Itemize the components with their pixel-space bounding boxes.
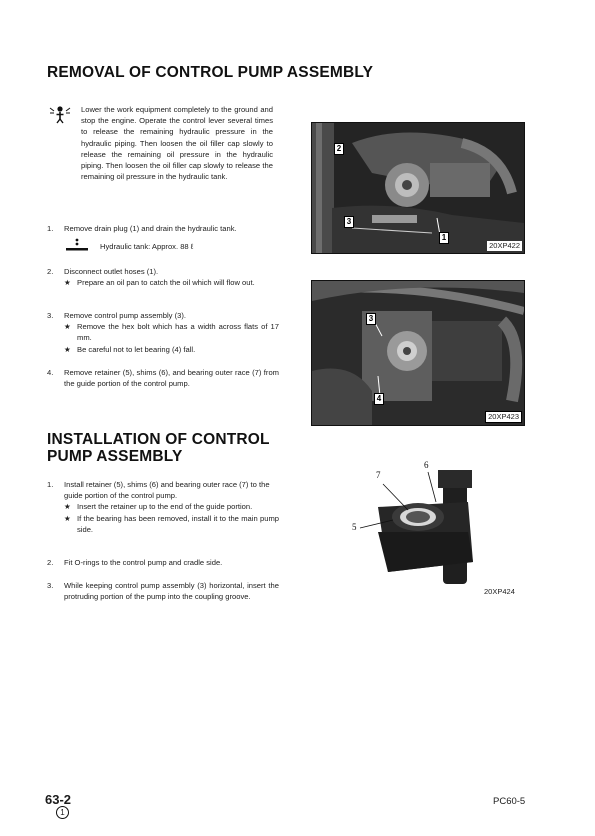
removal-step-1: 1. Remove drain plug (1) and drain the hydraulic tank. xyxy=(47,224,237,233)
photo-20xp424 xyxy=(348,462,528,587)
photo3-callout-6: 6 xyxy=(424,460,429,470)
photo1-callout-2: 2 xyxy=(334,143,344,155)
photo1-callout-1: 1 xyxy=(439,232,449,244)
page-number: 63-2 xyxy=(45,792,72,807)
photo2-id: 20XP423 xyxy=(485,411,522,423)
removal-step-2-note-1: ★ Prepare an oil pan to catch the oil which will flow out. xyxy=(64,278,255,288)
removal-step-3-note-1: ★ Remove the hex bolt which has a width across flats of 17 mm. xyxy=(64,322,279,343)
photo1-callout-3: 3 xyxy=(344,216,354,228)
warning-icon xyxy=(48,104,72,124)
installation-step-1-note-1: ★ Insert the retainer up to the end of the guide portion. xyxy=(64,502,253,512)
removal-step-3-note-2: ★ Be careful not to let bearing (4) fall. xyxy=(64,344,196,354)
photo3-callout-7: 7 xyxy=(376,470,381,480)
photo1-id: 20XP422 xyxy=(489,241,520,250)
retainer-shims-photo xyxy=(348,462,528,587)
removal-step-4: 4. Remove retainer (5), shims (6), and bearing outer race (7) from the guide portion of the control pump. xyxy=(47,368,279,389)
installation-step-3: 3. While keeping control pump assembly (3) horizontal, insert the protruding portion of the pump into the coupling groove. xyxy=(47,581,279,602)
photo3-id: 20XP424 xyxy=(484,587,515,596)
installation-step-1-note-2: ★ If the bearing has been removed, install it to the main pump side. xyxy=(64,513,279,534)
photo-20xp422 xyxy=(311,122,525,254)
photo-20xp423 xyxy=(311,280,525,426)
warning-text: Lower the work equipment completely to the ground and stop the engine. Operate the control lever several times to release the remaining hydraulic pressure in the hydraulic piping. Then loosen the oil filler cap slowly to release the remaining oil pressure in the hydraulic piping. Then loosen the oil filler cap slowly to release the remaining oil pressure in the hydraulic tank. xyxy=(81,105,273,182)
control-pump-photo-2 xyxy=(312,281,524,425)
installation-step-2: 2. Fit O-rings to the control pump and cradle side. xyxy=(47,558,223,567)
oil-capacity-icon xyxy=(64,238,90,252)
installation-title: INSTALLATION OF CONTROL PUMP ASSEMBLY xyxy=(47,431,270,465)
model-number: PC60-5 xyxy=(493,796,526,807)
photo2-callout-3: 3 xyxy=(366,313,376,325)
removal-step-3: 3. Remove control pump assembly (3). ★ Remove the hex bolt which has a width across flats of 17 mm. ★ Be careful not to let bearing (4) fall. xyxy=(47,311,279,354)
photo2-callout-4: 4 xyxy=(374,393,384,405)
hydraulic-tank-capacity: Hydraulic tank: Approx. 88 ℓ xyxy=(100,242,194,251)
revision-mark: 1 xyxy=(56,806,69,819)
installation-step-1: 1. Install retainer (5), shims (6) and bearing outer race (7) to the guide portion of the control pump. ★ Insert the retainer up to the end of the guide portion. ★ If the bearing has been removed, install it to the main pump side. xyxy=(47,480,279,534)
removal-title: REMOVAL OF CONTROL PUMP ASSEMBLY xyxy=(47,64,374,81)
removal-step-2: 2. Disconnect outlet hoses (1). ★ Prepare an oil pan to catch the oil which will flow out. xyxy=(47,266,279,288)
photo3-callout-5: 5 xyxy=(352,522,357,532)
